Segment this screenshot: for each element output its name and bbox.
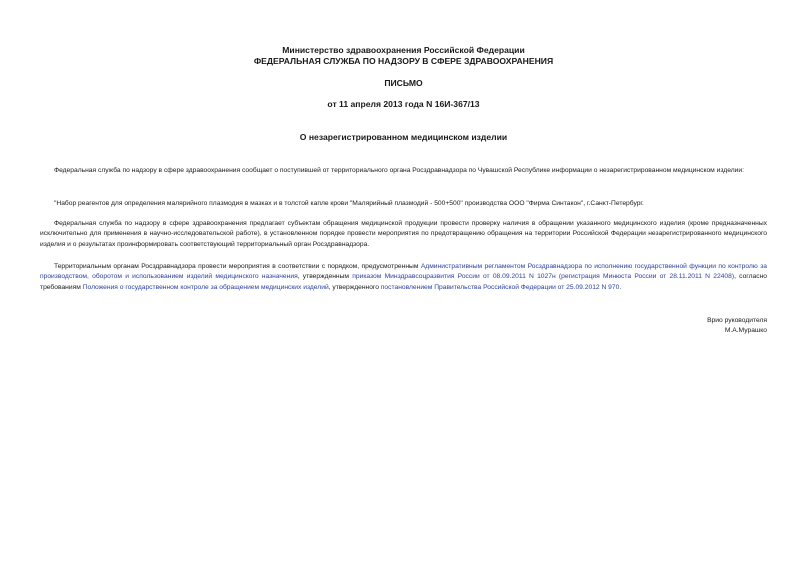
ministry-heading: Министерство здравоохранения Российской Федерации <box>282 45 525 55</box>
body-paragraph-4 <box>40 262 767 293</box>
signature-name: М.А.Мурашко <box>724 327 767 335</box>
signature-title: Врио руководителя <box>707 317 767 324</box>
order-link[interactable]: приказом Минздравсоцразвития России от 08.09.2011 N 1027н <box>352 273 556 281</box>
paragraph-4-text-2: , утвержденным <box>297 273 353 281</box>
resolution-link[interactable]: постановлением Правительства Российской Федерации от 25.09.2012 N 970 <box>380 283 620 291</box>
paragraph-4-text-4: , утвержденного <box>328 283 381 291</box>
paragraph-4-text-1: Территориальным органам Росздравнадзора провести мероприятия в соответствии с порядком, предусмотренным <box>54 262 421 270</box>
regulation-link[interactable]: Административным регламентом Росздравнадзора по исполнению государственной функции по контролю за производством, оборотом и использованием изделий медицинского назначения <box>40 262 767 281</box>
body-paragraph-2: "Набор реагентов для определения малярийного плазмодия в мазках и в толстой капле крови "Малярийный плазмодий - 500+500" производства ООО "Фирма Синтакон", г.Санкт-Петербург. <box>54 199 644 207</box>
body-paragraph-3: Федеральная служба по надзору в сфере здравоохранения предлагает субъектам обращения медицинской продукции провести проверку наличия в обращении указанного медицинского изделия (кроме предназначенных исключительно для применения в научно-исследовательской работе), в установленном порядке провести мероприятия по предотвращению обращения на территории Российской Федерации незарегистрированного медицинского изделия и о результатах проинформировать соответствующий территориальный орган Росздравнадзора. <box>40 219 767 248</box>
document-type: ПИСЬМО <box>384 78 423 88</box>
registration-link[interactable]: (регистрация Минюста России от 28.11.2011 N 22408) <box>555 273 735 281</box>
paragraph-4-text-5: . <box>619 283 622 291</box>
signature-block <box>707 316 767 337</box>
provision-link[interactable]: Положения о государственном контроле за обращением медицинских изделий <box>82 283 329 291</box>
paragraph-4-text-3: , согласно требованиям <box>40 273 767 291</box>
document-date-number: от 11 апреля 2013 года N 16И-367/13 <box>327 99 480 109</box>
service-heading: ФЕДЕРАЛЬНАЯ СЛУЖБА ПО НАДЗОРУ В СФЕРЕ ЗДРАВООХРАНЕНИЯ <box>253 56 554 66</box>
document-subject: О незарегистрированном медицинском изделии <box>299 132 508 142</box>
body-paragraph-1: Федеральная служба по надзору в сфере здравоохранения сообщает о поступившей от территориального органа Росздравнадзора по Чувашской Республике информации о незарегистрированном медицинском изделии: <box>54 166 744 174</box>
